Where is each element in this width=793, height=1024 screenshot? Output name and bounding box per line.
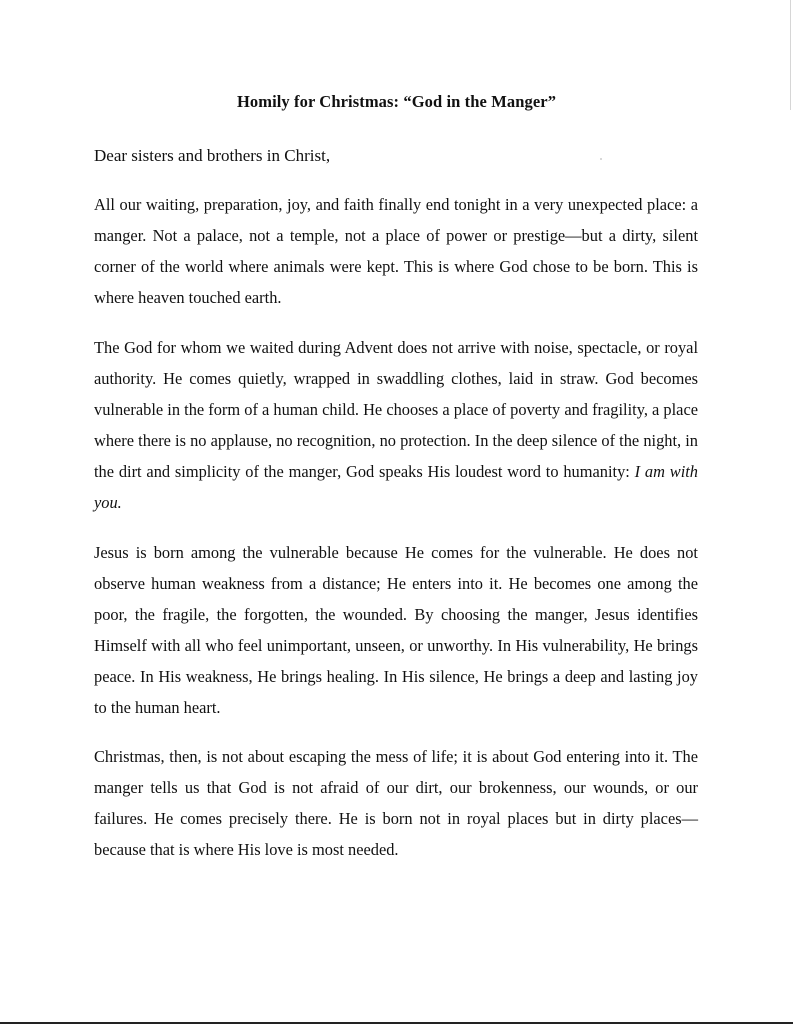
paragraph-2-emphasis: I am with you. — [94, 462, 698, 512]
salutation: Dear sisters and brothers in Christ, — [94, 146, 331, 165]
paragraph-1 — [94, 189, 698, 313]
paragraph-1-text: All our waiting, preparation, joy, and faith finally end tonight in a very unexpected place: a manger. Not a palace, not a temple, not a place of power or prestige—but a dirty, silent corner of the world where animals were kept. This is where God chose to be born. This is where heaven touched earth. — [94, 195, 698, 307]
paragraph-3-text: Jesus is born among the vulnerable because He comes for the vulnerable. He does not observe human weakness from a distance; He enters into it. He becomes one among the poor, the fragile, the forgotten, the wounded. By choosing the manger, Jesus identifies Himself with all who feel unimportant, unseen, or unworthy. In His vulnerability, He brings peace. In His weakness, He brings healing. In His silence, He brings a deep and lasting joy to the human heart. — [94, 543, 698, 717]
paragraph-4 — [94, 741, 698, 865]
document-title: Homily for Christmas: “God in the Manger” — [236, 92, 557, 111]
paragraph-4-text: Christmas, then, is not about escaping the mess of life; it is about God entering into it. The manger tells us that God is not afraid of our dirt, our brokenness, our wounds, or our failures. He comes precisely there. He is born not in royal places but in dirty places—because that is where His love is most needed. — [94, 747, 698, 859]
paragraph-2-text: The God for whom we waited during Advent does not arrive with noise, spectacle, or royal authority. He comes quietly, wrapped in swaddling clothes, laid in straw. God becomes vulnerable in the form of a human child. He chooses a place of poverty and fragility, a place where there is no applause, no recognition, no protection. In the deep silence of the night, in the dirt and simplicity of the manger, God speaks His loudest word to humanity: — [94, 338, 698, 481]
paragraph-3 — [94, 537, 698, 723]
paragraph-2 — [94, 332, 698, 518]
scan-speck — [600, 158, 602, 160]
